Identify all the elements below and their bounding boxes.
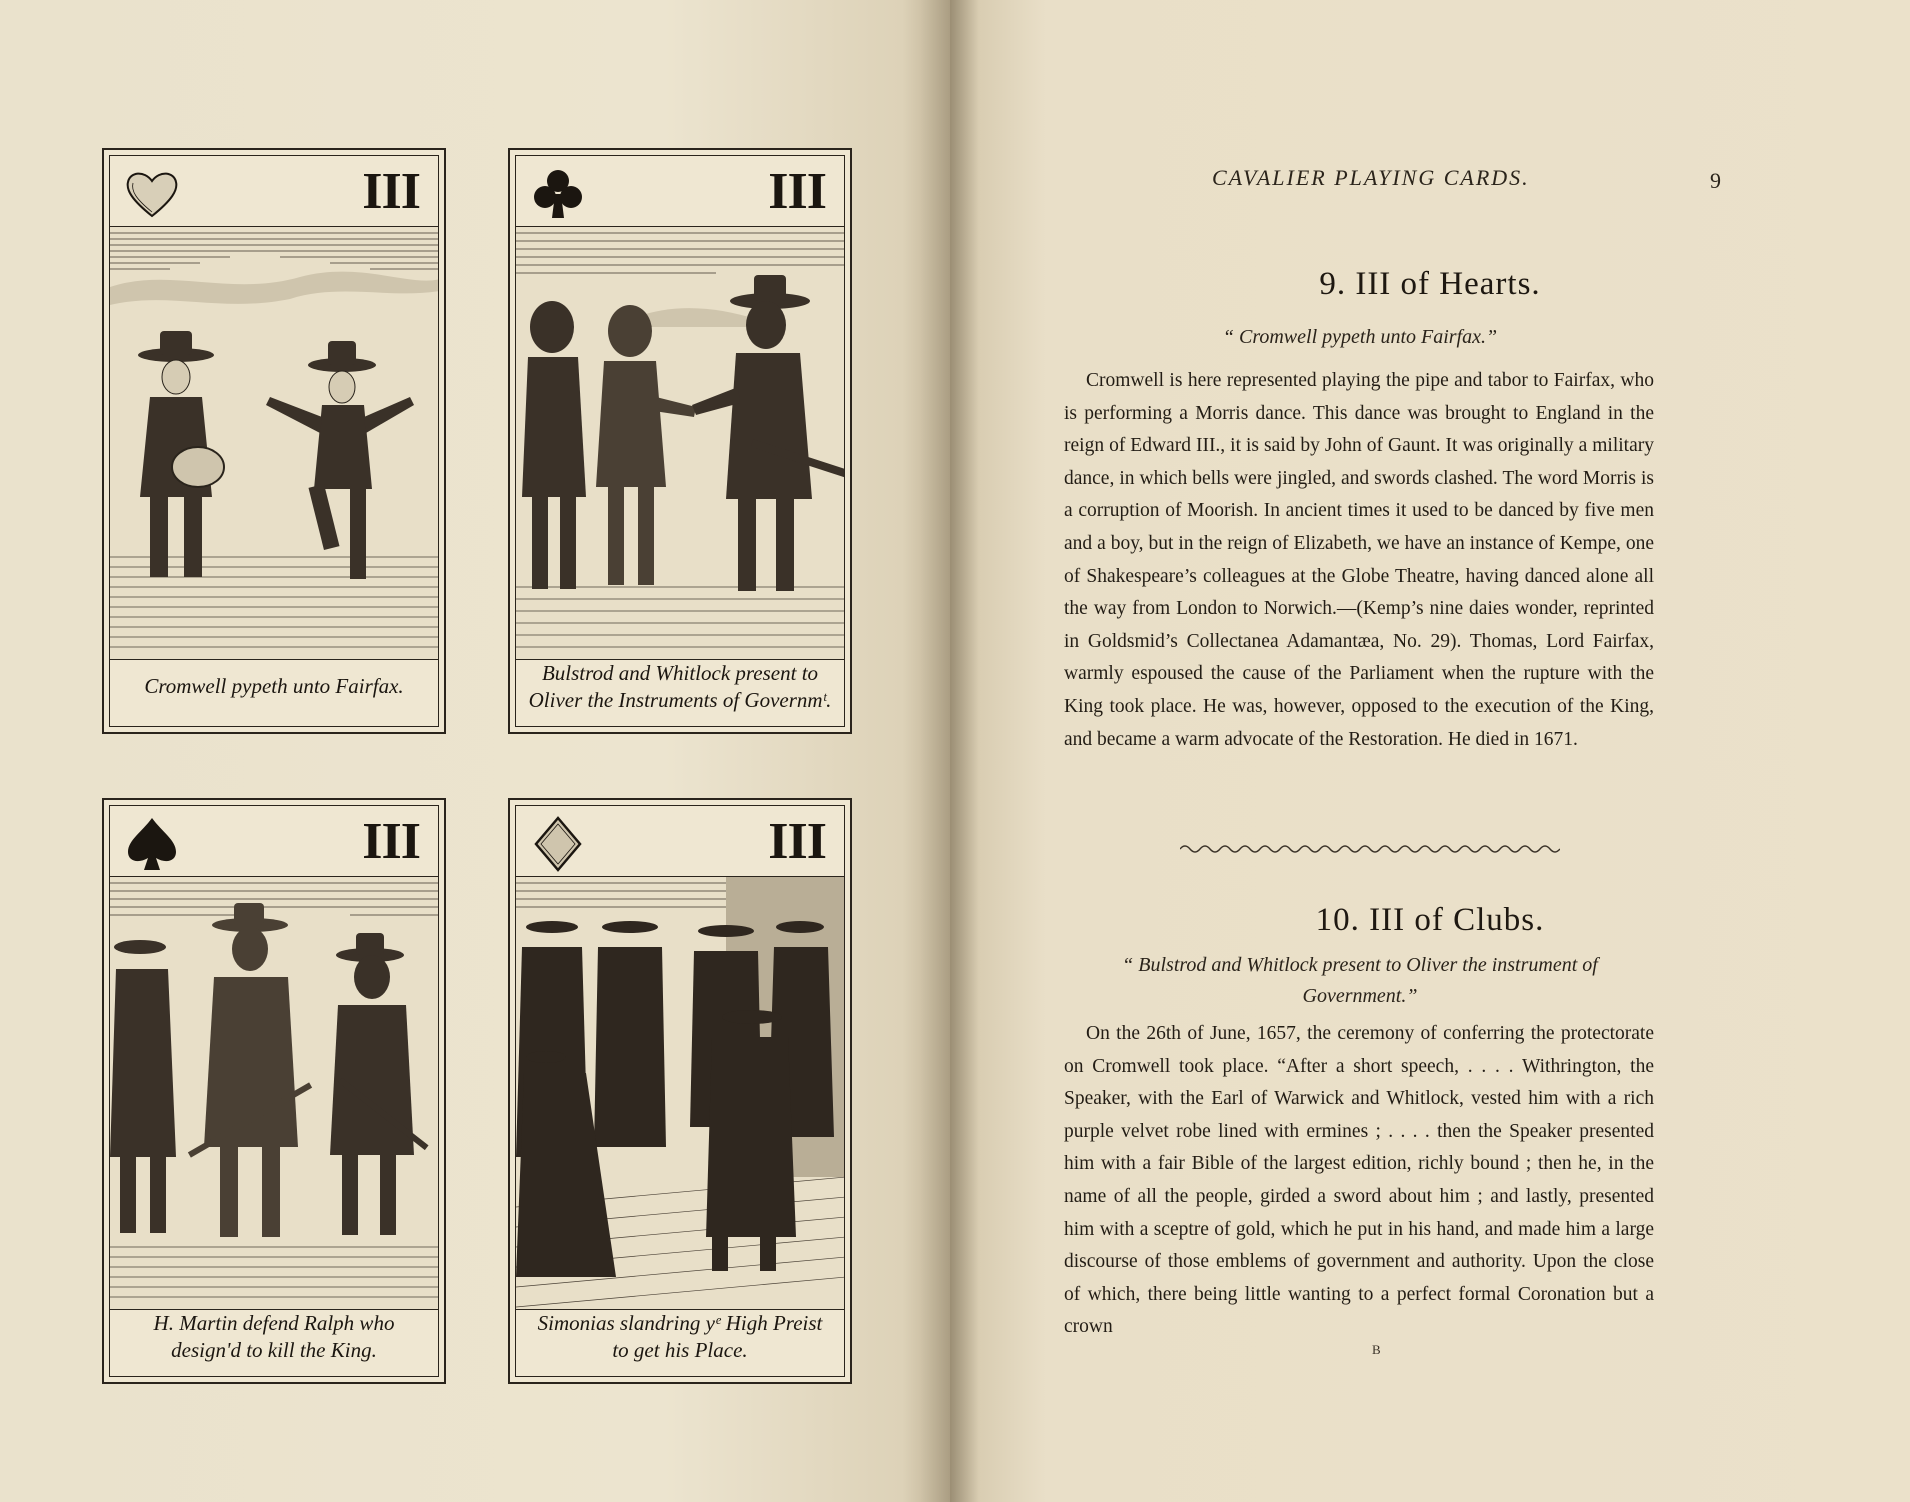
signature-mark: B [1372,1342,1381,1357]
caption-line: Bulstrod and Whitlock present to [541,660,819,685]
diamond-icon [528,814,588,874]
card-three-of-diamonds [508,798,852,1384]
card-three-of-hearts [102,148,446,734]
card-numeral: III [768,163,826,220]
card-engraving [516,876,844,1310]
card-three-of-spades [102,798,446,1384]
card-header [110,806,438,876]
caption-line: Oliver the Instruments of Governmᵗ. [528,688,832,712]
card-numeral: III [362,163,420,220]
card-frame [109,155,439,727]
card-engraving [110,876,438,1310]
heart-icon [122,164,182,224]
section-subtitle: “ Cromwell pypeth unto Fairfax.” [1222,326,1498,348]
section-body [1064,1018,1654,1344]
card-frame [515,155,845,727]
card-three-of-clubs [508,148,852,734]
card-caption [110,1298,438,1376]
gutter-shadow [950,0,980,1502]
section-title: 9. III of Hearts. [1319,266,1541,302]
card-header [110,156,438,226]
section-subtitle: “ Bulstrod and Whitlock present to Oliver the instrument of Government.” [1122,954,1598,1007]
section-divider-ornament [1180,843,1560,855]
caption-line: design'd to kill the King. [171,1338,377,1362]
card-caption [516,1298,844,1376]
caption-line: Simonias slandring yᵉ High Preist [537,1310,823,1335]
running-head: CAVALIER PLAYING CARDS. [1212,165,1530,190]
card-numeral: III [768,813,826,870]
card-caption [516,648,844,726]
card-engraving [516,226,844,660]
card-frame [109,805,439,1377]
card-header [516,806,844,876]
body-paragraph: Cromwell is here represented playing the pipe and tabor to Fairfax, who is performing a Morris dance. This dance was brought to England in the reign of Edward III., it is said by John of Gaunt. It was originally a military dance, in which bells were jingled, and swords clashed. The word Morris is a corruption of Moorish. In ancient times it used to be danced by five men and a boy, but in the reign of Elizabeth, we have an instance of Kempe, one of Shakespeare’s colleagues at the Globe Theatre, having danced alone all the way from London to Norwich.—(Kemp’s nine daies wonder, reprinted in Goldsmid’s Collectanea Adamantæa, No. 29). Thomas, Lord Fairfax, warmly espoused the cause of the Parliament when the rupture with the King took place. He was, however, opposed to the execution of the King, and became a warm advocate of the Restoration. He died in 1671. [1064,370,1654,750]
club-icon [528,164,588,224]
left-page [0,0,950,1502]
caption-line: to get his Place. [612,1338,748,1362]
spade-icon [122,814,182,874]
right-page [950,0,1910,1502]
caption-line: Cromwell pypeth unto Fairfax. [144,674,404,699]
caption-line: H. Martin defend Ralph who [153,1310,395,1335]
card-engraving [110,226,438,660]
section-title: 10. III of Clubs. [1315,902,1545,938]
card-header [516,156,844,226]
card-numeral: III [362,813,420,870]
section-body [1064,365,1654,756]
card-caption [110,648,438,726]
gutter-shadow [920,0,950,1502]
card-frame [515,805,845,1377]
page-number: 9 [1710,168,1721,193]
body-paragraph: On the 26th of June, 1657, the ceremony of conferring the protectorate on Cromwell took place. “After a short speech, . . . . Withrington, the Speaker, with the Earl of Warwick and Whitlock, vested him with a rich purple velvet robe lined with ermines ; . . . . then the Speaker presented him with a fair Bible of the largest edition, richly bound ; then he, in the name of all the people, girded a sword about him ; and lastly, presented him with a sceptre of gold, which he put in his hand, and made him a large discourse of those emblems of government and authority. Upon the close of which, there being little wanting to a perfect formal Coronation but a crown [1064,1023,1654,1338]
